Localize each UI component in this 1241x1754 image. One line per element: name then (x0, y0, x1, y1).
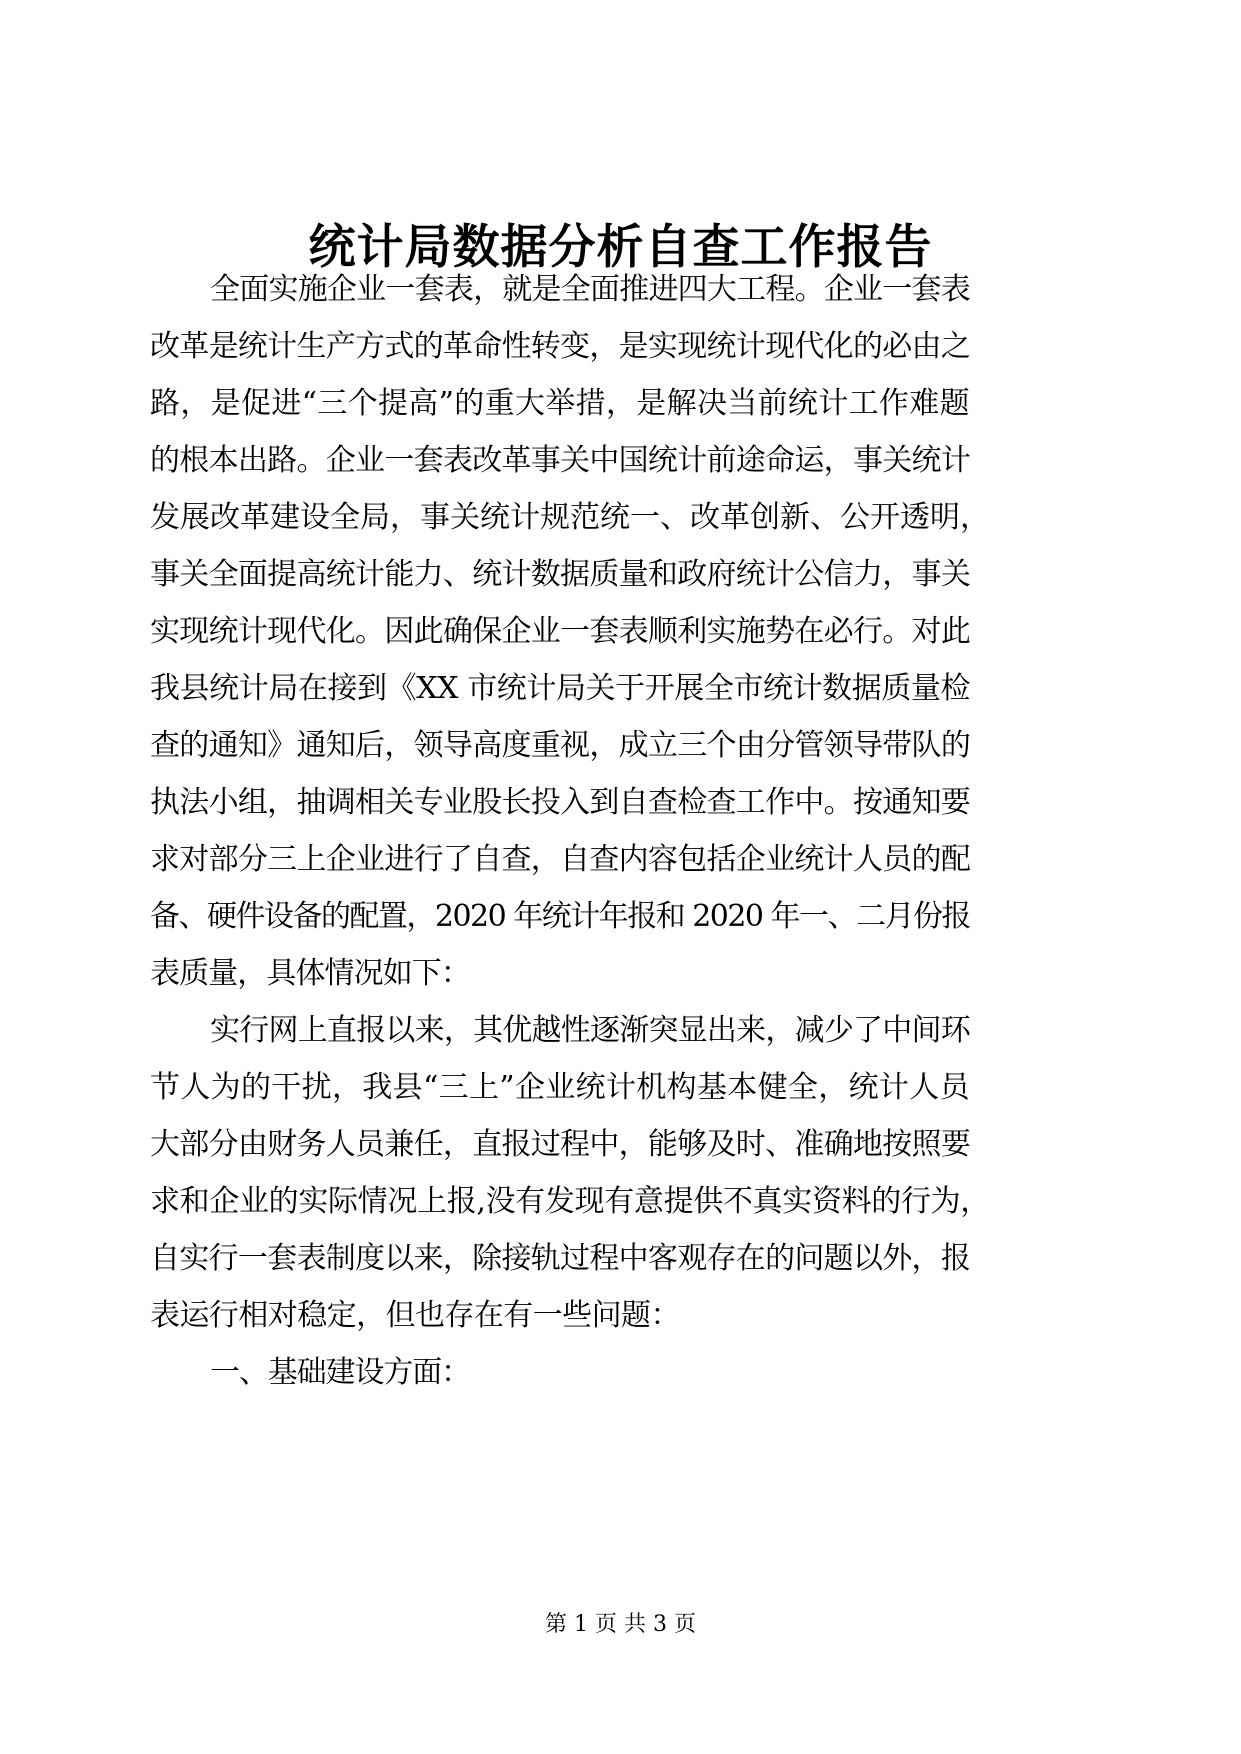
text-line (0, 384, 1241, 424)
text-line (0, 1239, 1241, 1279)
text-line (0, 840, 1241, 880)
text-line-content: 求和企业的实际情况上报,没有发现有意提供不真实资料的行为， (150, 1184, 990, 1219)
text-line-content: 我县统计局在接到《XX 市统计局关于开展全市统计数据质量检 (150, 671, 971, 706)
text-line (0, 1011, 1241, 1051)
text-line-content: 实现统计现代化。因此确保企业一套表顺利实施势在必行。对此 (150, 614, 971, 649)
text-line-content: 实行网上直报以来，其优越性逐渐突显出来，减少了中间环 (210, 1013, 970, 1048)
text-line-content: 表质量，具体情况如下： (150, 956, 470, 991)
text-line-content: 大部分由财务人员兼任，直报过程中，能够及时、准确地按照要 (150, 1127, 971, 1162)
text-line (0, 1068, 1241, 1108)
page-footer: 第 1 页 共 3 页 (545, 1612, 696, 1637)
text-line (0, 954, 1241, 994)
text-line (0, 441, 1241, 481)
text-line (0, 498, 1241, 538)
text-line-content: 节人为的干扰，我县“三上”企业统计机构基本健全，统计人员 (150, 1070, 970, 1105)
text-line (0, 726, 1241, 766)
text-line-content: 自实行一套表制度以来，除接轨过程中客观存在的问题以外，报 (150, 1241, 971, 1276)
text-line (0, 555, 1241, 595)
text-line (0, 1125, 1241, 1165)
text-line-content: 改革是统计生产方式的革命性转变，是实现统计现代化的必由之 (150, 329, 971, 364)
text-line (0, 612, 1241, 652)
text-line-content: 表运行相对稳定，但也存在有一些问题： (150, 1298, 680, 1333)
text-line-content: 事关全面提高统计能力、统计数据质量和政府统计公信力，事关 (150, 557, 971, 592)
text-line (0, 897, 1241, 937)
text-line (0, 783, 1241, 823)
text-line-content: 求对部分三上企业进行了自查，自查内容包括企业统计人员的配 (150, 842, 971, 877)
text-line (0, 1296, 1241, 1336)
text-line-content: 的根本出路。企业一套表改革事关中国统计前途命运，事关统计 (150, 443, 971, 478)
section-heading: 一、基础建设方面： (210, 1355, 471, 1390)
text-line-content: 发展改革建设全局，事关统计规范统一、改革创新、公开透明， (150, 500, 990, 535)
text-line (0, 327, 1241, 367)
text-line (0, 1353, 1241, 1393)
text-line-content: 查的通知》通知后，领导高度重视，成立三个由分管领导带队的 (150, 728, 971, 763)
text-line (0, 669, 1241, 709)
document-title: 统计局数据分析自查工作报告 (308, 220, 933, 275)
text-line-content: 备、硬件设备的配置，2020 年统计年报和 2020 年一、二月份报 (150, 899, 970, 934)
text-line-content: 路，是促进“三个提高”的重大举措，是解决当前统计工作难题 (150, 386, 970, 421)
text-line (0, 1182, 1241, 1222)
text-line-content: 执法小组，抽调相关专业股长投入到自查检查工作中。按通知要 (150, 785, 971, 820)
text-line-content: 全面实施企业一套表，就是全面推进四大工程。企业一套表 (210, 272, 970, 307)
text-line (0, 270, 1241, 310)
